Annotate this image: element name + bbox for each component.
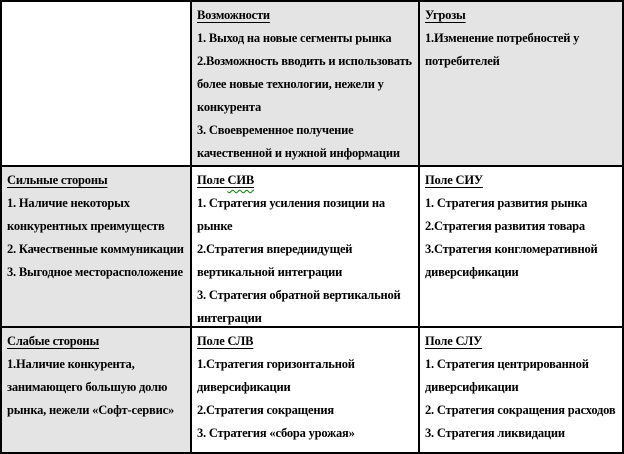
threats-list (425, 27, 617, 73)
cell-item: 1. Стратегия развития рынка (425, 196, 588, 210)
weaknesses-list (7, 353, 185, 422)
field-siv-list (197, 192, 413, 326)
cell-item: 3. Своевременное получение качественной и нужной информации (197, 123, 400, 160)
cell-item: 2.Стратегия сокращения (197, 403, 334, 417)
cell-title-field-slu: Поле СЛУ (425, 334, 483, 348)
cell-field-siu (420, 167, 622, 326)
cell-title-field-siv: Поле СИВ (197, 173, 254, 187)
cell-item: 1.Наличие конкурента, занимающего большую долю рынка, нежели «Софт-сервис» (7, 357, 174, 417)
field-siu-list (425, 192, 617, 284)
cell-title-threats: Угрозы (425, 8, 466, 22)
cell-item: 3.Стратегия конгломеративной диверсификации (425, 242, 598, 279)
cell-item: 1. Стратегия усиления позиции на рынке (197, 196, 385, 233)
cell-item: 3. Выгодное месторасположение (7, 265, 183, 279)
cell-weaknesses (2, 328, 190, 452)
spellcheck-squiggle: СИВ (227, 173, 254, 187)
cell-opportunities (192, 2, 418, 165)
cell-strengths (2, 167, 190, 326)
cell-item: 3. Стратегия «сбора урожая» (197, 426, 355, 440)
cell-item: 1.Изменение потребностей у потребителей (425, 31, 580, 68)
cell-title-field-slv: Поле СЛВ (197, 334, 254, 348)
cell-item: 1. Наличие некоторых конкурентных преимуществ (7, 196, 165, 233)
cell-item: 1. Стратегия центрированной диверсификации (425, 357, 589, 394)
cell-title-field-siu: Поле СИУ (425, 173, 483, 187)
cell-item: 3. Стратегия обратной вертикальной интеграции (197, 288, 401, 325)
cell-field-siv (192, 167, 418, 326)
cell-item: 1.Стратегия горизонтальной диверсификации (197, 357, 355, 394)
opportunities-list (197, 27, 413, 165)
cell-item: 2.Стратегия развития товара (425, 219, 585, 233)
strengths-list (7, 192, 185, 284)
cell-title-opportunities: Возможности (197, 8, 270, 22)
cell-title-strengths: Сильные стороны (7, 173, 108, 187)
cell-field-slv (192, 328, 418, 452)
cell-item: 3. Стратегия ликвидации (425, 426, 565, 440)
cell-title-weaknesses: Слабые стороны (7, 334, 100, 348)
field-slv-list (197, 353, 413, 445)
cell-item: 2. Стратегия сокращения расходов (425, 403, 616, 417)
cell-threats (420, 2, 622, 165)
cell-item: 2.Возможность вводить и использовать более новые технологии, нежели у конкурента (197, 54, 412, 114)
cell-item: 2.Стратегия впередиидущей вертикальной интеграции (197, 242, 353, 279)
cell-empty-header (2, 2, 190, 165)
field-slu-list (425, 353, 617, 445)
cell-field-slu (420, 328, 622, 452)
cell-item: 2. Качественные коммуникации (7, 242, 184, 256)
cell-item: 1. Выход на новые сегменты рынка (197, 31, 392, 45)
